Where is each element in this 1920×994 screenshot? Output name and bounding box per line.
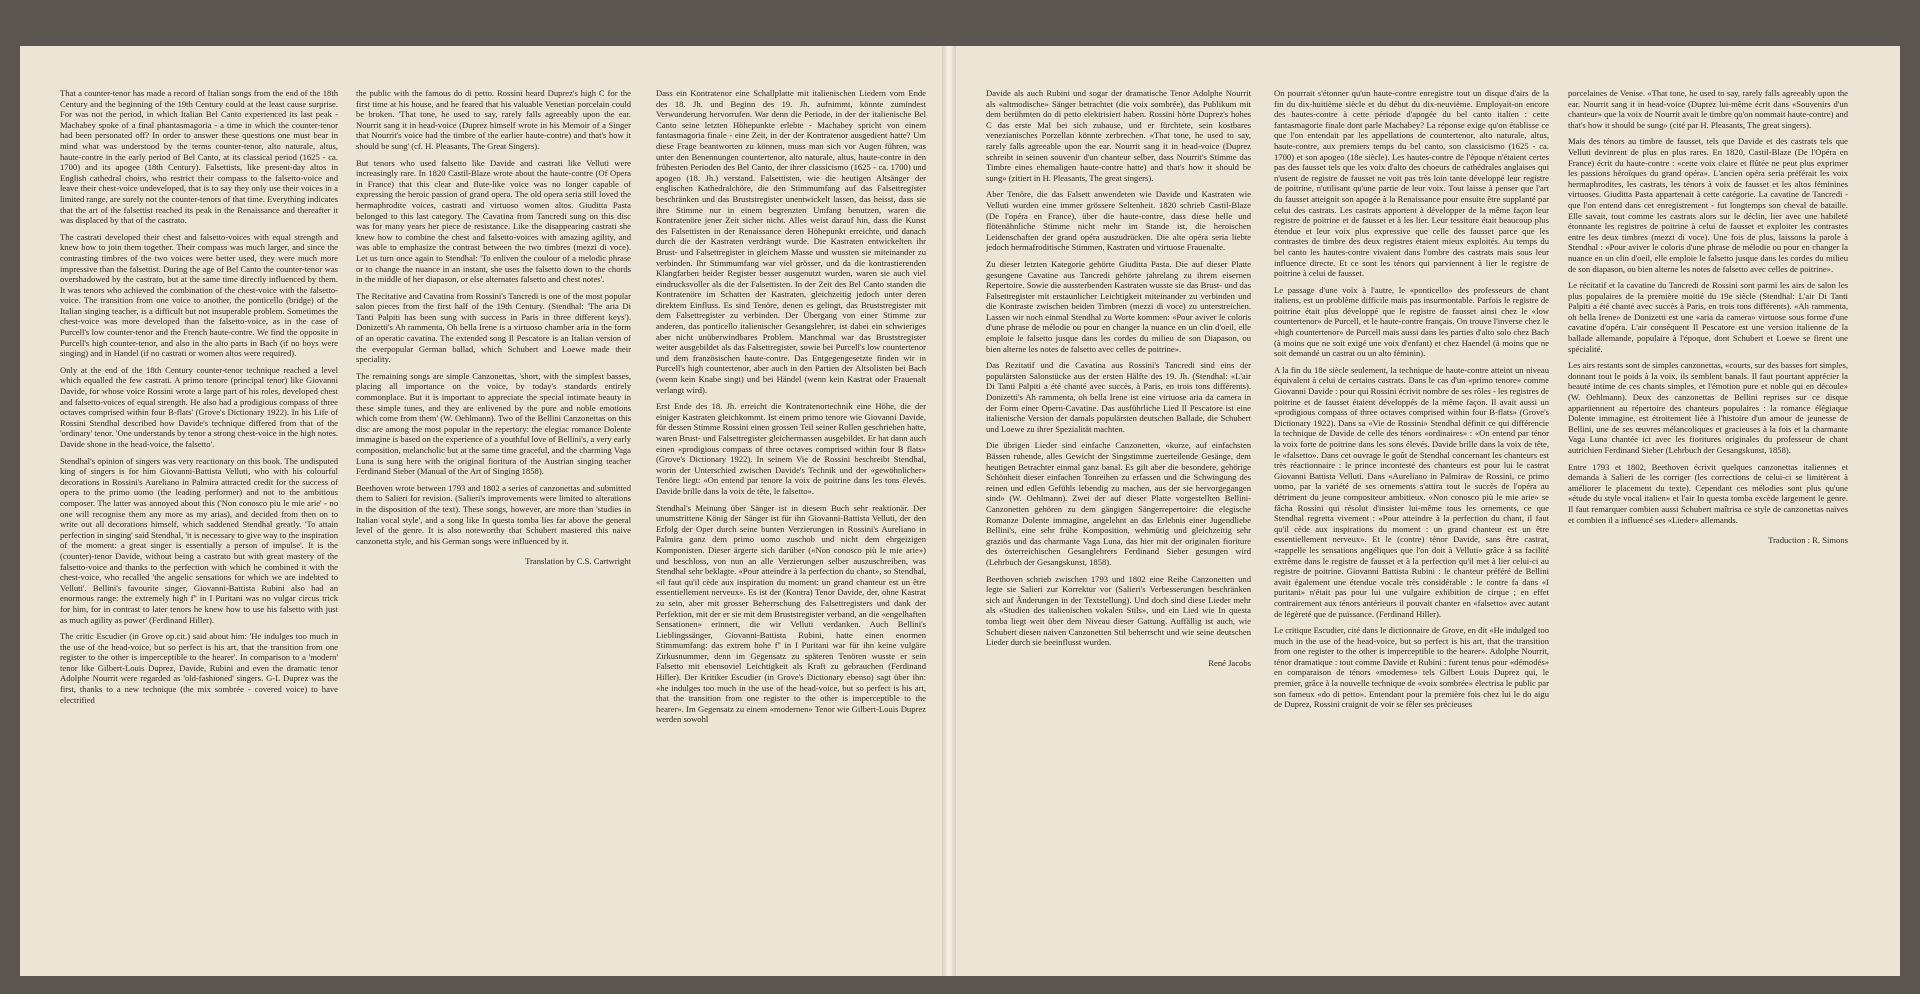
- paragraph: Beethoven schrieb zwischen 1793 und 1802 eine Reihe Canzonetten und legte sie Salieri zur Korrektur vor (Salieri's Verbesserungen beschränken sich auf Änderungen in der Textstellung). Und doch sind diese Lieder mehr als «Studien des italienischen vokalen Stils», und ein Lied wie In questa tomba liegt weit über dem Niveau dieser Gattung. Auffällig ist auch, wie Schubert diesen naiven Canzonetten Stil beherrscht und wie seine deutschen Lieder durch sie beeinflusst wurden.: [986, 573, 1251, 648]
- paragraph: porcelaines de Venise. «That tone, he used to say, rarely falls agreeably upon the ear. Nourrit sang it in head-voice (Duprez lui-même écrit dans «Souvenirs d'un chanteur» que la voix de Nourrit avait le timbre qu'on nommait haute-contre) and that's how it should be sung» (cité par H. Pleasants, The great singers).: [1568, 88, 1848, 130]
- paragraph: Erst Ende des 18. Jh. erreicht die Kontratenortechnik eine Höhe, die der einiger Kastraten gleichkommt. Ist einem primo tenore wie Giovanni Davide, für dessen Stimme Rossini einen grossen Teil seiner Rollen geschrieben hatte, waren Brust- und Falsettregister gleichermassen ausgebildet. Er hat dann auch einen «prodigious compass of three octaves comprised within four B flats» (Grove's Dictionary 1922). In seinem Vie de Rossini beschreibt Stendhal, worin der Unterschied zwischen Davide's Technik und der «gewöhnlicher» Tenöre liegt: «On entend par tenore la voix de poitrine dans les tons élevés. Davide brille dans la voix de tête, le falsetto».: [656, 401, 926, 496]
- paragraph: Aber Tenöre, die das Falsett anwendeten wie Davide und Kastraten wie Velluti wurden eine immer grössere Seltenheit. 1820 schrieb Castil-Blaze (De l'opéra en France), über die haute-contre, dass diese helle und flötenähnliche Stimme nicht mehr im Stande ist, die heroischen Leidenschaften der grand opéra auszudrücken. Die alte opéra seria liebte jedoch hermafroditische Stimmen, Kastraten und virtuose Frauenalte.: [986, 189, 1251, 253]
- left-page: [20, 46, 942, 976]
- paragraph: The Recitative and Cavatina from Rossini's Tancredi is one of the most popular salon pieces from the first half of the 19th Century. (Stendhal: 'The aria Di Tanti Palpiti has been sung with success in Paris in three different keys'). Donizetti's Ah rammenta, Oh bella Irene is a virtuoso chamber aria in the form of an operatic cavatina. The extended song Il Pescatore is an Italian version of the everpopular German ballad, which Schubert and Loewe made their speciality.: [356, 290, 631, 365]
- paragraph: Les airs restants sont de simples canzonettas, «courts, sur des basses fort simples, donnant tout le poids à la voix, ils semblent banals. Il faut pourtant apprécier la beauté intime de ces chants simples, et l'émotion pure et noble qui en découle» (W. Oehlmann). Deux des canzonettas de Bellini reprises sur ce disque appartiennent au répertoire des chanteurs populaires : la romance élégiaque Dolente immagine, est étroitement liée à l'histoire d'un amour de jeunesse de Bellini, une de ses œuvres mélancoliques et gracieuses à la fois et la charmante Vaga Luna chantée ici avec les fioritures originales du professeur de chant autrichien Ferdinand Sieber (Lehrbuch der Gesangskunst, 1858).: [1568, 360, 1848, 455]
- french-notes-column-1: [1274, 88, 1549, 918]
- paragraph: Le récitatif et la cavatine du Tancredi de Rossini sont parmi les airs de salon les plus populaires de la première moitié du 19e siècle (Stendhal: L'air Di Tanti Palpiti a été chanté avec succès à Paris, en trois tons différents). «Ah rammenta, oh bella Irene» de Donizetti est une «aria da camera» virtuose sous forme d'une cavatine d'opéra. L'air conséquent Il Pescatore est une version italienne de la ballade allemande, populaire à l'époque, dont Schubert et Loewe se firent une spécialité.: [1568, 280, 1848, 354]
- paragraph: Zu dieser letzten Kategorie gehörte Giuditta Pasta. Die auf dieser Platte gesungene Cavatine aus Tancredi gehörte jahrelang zu ihrem eisernen Repertoire. Sowie die aussterbenden Kastraten wusste sie das Brust- und das Falsettregister mit erstaunlicher Leichtigkeit miteinander zu verbinden und die Kontraste zwischen beiden Timbren (mezzi di voce) zu unterstreichen. Lassen wir noch einmal Stendhal zu Worte kommen: «Pour aviver le coloris d'une phrase de mélodie ou pour en changer la nuance en un clin d'oeil, elle emploie le falsetto jusque dans les cordes du milieu de son Diapason, ou bien alterne les notes de falsetto avec celles de poitrine».: [986, 258, 1251, 354]
- paragraph: Mais des ténors au timbre de fausset, tels que Davide et des castrats tels que Velluti devinrent de plus en plus rares. En 1820, Castil-Blaze (De l'Opéra en France) écrit du haute-contre : «cette voix claire et flûtée ne peut plus exprimer les passions héroïques du grand opéra». L'ancien opéra seria préférait les voix hermaphrodites, les castrats, les ténors à voix de fausset et les altos féminines virtuoses. Giuditta Pasta appartenait à cette catégorie. La cavatine de Tancredi - que l'on entend dans cet enregistrement - fut longtemps son cheval de bataille. Elle savait, tout comme les castrats alors sur le déclin, lier avec une habileté étonnante les registres de poitrine à celui de fausset et exploiter les contrastes entre les deux timbres (mezzi di voce). Une fois de plus, laissons la parole à Stendhal : «Pour aviver le coloris d'une phrase de mélodie ou pour en changer la nuance en un clin d'oeil, elle emploie le falsetto jusque dans les cordes du milieu de son diapason, ou bien alterne les notes de falsetto avec celles de poitrine».: [1568, 136, 1848, 274]
- paragraph: A la fin du 18e siècle seulement, la technique de haute-contre atteint un niveau équivalent à celui de certains castrats. Dans le cas d'un «primo tenore» comme Giovanni Davide : pour qui Rossini écrivit nombre de ses rôles - les registres de poitrine et de fausset étaient développés de la même façon. Il avait aussi un «prodigious compass of three octaves comprised within four B-flats» (Grove's Dictionary 1922). Dans sa «Vie de Rossini» Stendhal définit ce qui différencie la technique de Davide de celle des ténors «ordinaires» : «On entend par ténor la voix forte de poitrine dans les sons élevés. Davide brille dans la voix de tête, le «falsetto». Dans cet ouvrage le goût de Stendhal concernant les chanteurs est très réactionnaire : le prince incontesté des chanteurs est pour lui le castrat Giovanni Battista Velluti. Dans «Aureliano in Palmira» de Rossini, ce primo uomo, par la variété de ses ornements s'attira tout le succès de l'opéra au détriment du jeune compositeur ambitieux. «Non conosco più le mie arie» se fâcha Rossini qui résolut d'insister lui-même tous les ornements, ce que Stendhal regretta vivement : «Pour atteindre à la perfection du chant, il faut qu'il cède aux inspirations du moment : un grand chanteur est un être essentiellement nerveux». Et le (contre) ténor Davide, sans être castrat, «rappelle les sensations angéliques que l'on doit à Velluti» grâce à sa facilité extrême dans le registre de fausset et à la perfection qu'il met à lier celui-ci au registre de poitrine. Giovanni Battista Rubini : le chanteur préféré de Bellini avait également une étendue vocale très considérable : le contre fa dans «I puritani» n'était pas pour lui une vulgaire exhibition de cirque ; en effet contrairement aux ténors antérieurs il pouvait chanter en «falsetto» avec autant de légèreté que de puissance. (Ferdinand Hiller).: [1274, 364, 1549, 619]
- album-gatefold: [20, 46, 1900, 976]
- translation-credit: Translation by C.S. Cartwright: [525, 556, 631, 567]
- paragraph: Davide als auch Rubini und sogar der dramatische Tenor Adolphe Nourrit als «altmodische» Sänger betrachtet (die voix sombrée), das Publikum mit dem berühmten do di petto elektrisiert haben. Rossini hörte Duprez's hohes C das erste Mal bei sich zuhause, und er fürchtete, sein kostbares venezianisches Porzellan könnte zerbrechen. «That tone, he used to say, rarely falls agreeable upon the ear. Nourrit sang it in head-voice (Duprez schreibt in seinen souvenir d'un chanteur selber, dass Nourrit's Stimme das Timbre eines ehemaligen haute-contre hatte) and that's how it should be sung» (zitiert in H. Pleasants, The great singers).: [986, 88, 1251, 183]
- paragraph: Dass ein Kontratenor eine Schallplatte mit italienischen Liedern vom Ende des 18. Jh. und Beginn des 19. Jh. aufnimmt, könnte zumindest Verwunderung hervorrufen. War denn die Periode, in der der italienische Bel Canto seine letzten Höhepunkte erlebte - Machabey spricht von einem fantasmagoria finale - eine Zeit, in der der Kontratenor ausgedient hatte? Um diese Frage beantworten zu können, muss man sich vor Augen führen, was unter den Benennungen countertenor, alto naturale, altus, haute-contre in den frühesten Perioden des Bel Canto, der ihrer classicismo (1625 - ca. 1700) und apogeo (18. Jh.) verstand. Falsettisten, wie die heutigen Altsänger der englischen Kathedralchöre, die den Stimmumfang auf das Falsettregister beschränken und das Bruststregister unentwickelt lassen, das heisst, dass sie ihre Stimme nur in einem begrenzten Umfang benutzen, waren die Kontratenöre jener Zeit sicher nicht. Alles weist darauf hin, dass die Kunst des Falsettisten in der Renaissance deren Höhepunkt erreichte, und danach durch die der Kastraten verdrängt wurde. Die Kastraten entwickelten ihr Brust- und Falsettregister in gleichem Masse und wussten sie miteinander zu verbinden. Ihr Stimmumfang war viel grösser, und da die kontrastierenden Klangfarben beider Register besser ausgenutzt wurden, waren sie auch viel eindrucksvoller als die der Falsettisten. In der Zeit des Bel Canto standen die Kontratenöre im Schatten der Kastraten, gleichzeitig jedoch unter deren direktem Einfluss. Es sind Tenöre, denen es gelingt, das Bruststregister mit dem Falsettregister zu verbinden. Der Übergang von einer Stimme zur anderen, das ponticello italienischer Gesangslehrer, ist dabei ein schwieriges aber nicht unüberwindbares Problem. Manchmal war das Bruststregister weiter ausgebildet als das Falsettregister, sowie bei Purcell's low countertenor und dem französischen haute-contre. Das Entgegengesetzte finden wir in Purcell's high countertenor, aber auch in den Partien der Altsolisten bei Bach (wenn kein Knabe singt) und bei Händel (wenn kein Kastrat oder Frauenalt verlangt wird).: [656, 88, 926, 395]
- right-page: [956, 46, 1900, 976]
- paragraph: Das Rezitatif und die Cavatina aus Rossini's Tancredi sind eins der populärsten Salonstücke aus der ersten Hälfte des 19. Jh. (Stendhal: «L'air Di Tanti Palpiti a été chanté avec succès, à Paris, en trois tons différents). Donizetti's Ah rammenta, oh bella Irene ist eine virtuose aria da camera in der Form einer Opern-Cavatine. Das ausführliche Lied Il Pescatore ist eine italienische Version der damals populärsten deutschen Ballade, die Schubert und Loewe zu ihrer Spezialität machten.: [986, 360, 1251, 434]
- paragraph: Le passage d'une voix à l'autre, le «ponticello» des professeurs de chant italiens, est un problème difficile mais pas insurmontable. Parfois le registre de poitrine était plus développé que le registre de fausset ainsi chez le «low countertenor» de Purcell, et le haute-contre français. On trouve l'inverse chez le «high countertenor» de Purcell mais aussi dans les parties d'alto solo chez Bach (à moins que ne soit exigé une voix d'enfant) et chez Haendel (à moins que ne soit demandé un castrat ou un alto féminin).: [1274, 284, 1549, 359]
- paragraph: Entre 1793 et 1802, Beethoven écrivit quelques canzonettas italiennes et demanda à Salieri de les corriger (les corrections de celui-ci se limitèrent à améliorer le placement du texte). Cependant ces mélodies sont plus qu'une «étude du style vocal italien» et l'air In questa tomba excède largement le genre. Il faut remarquer combien aussi Schubert maîtrisa ce style de canzonettas naïves et combien il a influencé ses «Lieder» allemands.: [1568, 461, 1848, 525]
- translation-credit-french: Traduction : R. Simons: [1768, 535, 1848, 546]
- author-credit: René Jacobs: [1208, 657, 1251, 668]
- paragraph: Beethoven wrote between 1793 and 1802 a series of canzonettas and submitted them to Salieri for revision. (Salieri's improvements were limited to alterations in the disposition of the text). These songs, however, are more than 'studies in Italian vocal style', and a song like In questa tomba lies far above the general level of the genre. It is also noteworthy that Schubert mastered this naive canzonetta style, and his German songs were influenced by it.: [356, 482, 631, 546]
- german-notes-column-1: [656, 88, 926, 918]
- paragraph: But tenors who used falsetto like Davide and castrati like Velluti were increasingly rare. In 1820 Castil-Blaze wrote about the haute-contre (Of Opera in France) that this clear and flute-like voice was no longer capable of expressing the heroic passion of grand opera. The old opera seria still loved the hermaphrodite voices, castrati and virtuoso women altos. Giuditta Pasta belonged to this last category. The Cavatina from Tancredi sung on this disc was for many years her piece de resistance. Like the disappearing castrati she knew how to combine the chest and falsetto-voices with amazing agility, and was able to emphasize the contrast between the two timbres (mezzi di voce). Let us turn once again to Stendhal: 'To enliven the coulour of a melodic phrase or to change the nuance in an instant, she uses the falsetto down to the chords in the middle of her diapason, or else alternates falsetto and chest notes'.: [356, 157, 631, 285]
- paragraph: Stendhal's Meinung über Sänger ist in diesem Buch sehr reaktionär. Der unumstrittene König der Sänger ist für ihn Giovanni-Battista Velluti, der den Erfolg der Oper durch seine bunten Verzierungen in Rossini's Aureliano in Palmira ganz dem primo uomo zuschob und nicht dem ehrgeizigen Komponisten. Dieser ärgerte sich darüber («Non conosco più le mie arie») und beschloss, von nun an alle Verzierungen selber auszuschreiben, was Stendhal sehr beklagte. «Pour atteindre à la perfection du chant», so Stendhal, «il faut qu'il cède aux inspiration du moment: un grand chanteur est un être essentiellement nerveux». Es ist der (Kontra) Tenor Davide, der, ohne Kastrat zu sein, aber mit grosser Beherrschung des Falsettregisters und dank der Perfektion, mit der er sie mit dem Bruststregister verband, an die «engelhaften Sensationen» erinnert, die wir Velluti verdanken. Auch Bellini's Lieblingssänger, Giovanni-Battista Rubini, hatte einen enormen Stimmumfang: das extrem hohe f'' in I Puritani war für ihn keine vulgäre Zirkusnummer, denn im Gegensatz zu späteren Tenören wusste er sein Falsetto mit ebensoviel Leichtigkeit als Kraft zu gebrauchen (Ferdinand Hiller). Der Kritiker Escudier (in Grove's Dictionary ebenso) sagt über ihn: «he indulges too much in the use of the head-voice, but so perfect is his art, that the transition from one register to the other is imperceptible to the hearer». Im Gegensatz zu einem «modernen» Tenor wie Gilbert-Louis Duprez werden sowohl: [656, 502, 926, 725]
- paragraph: Die übrigen Lieder sind einfache Canzonetten, «kurze, auf einfachsten Bässen ruhende, alles Gewicht der Singstimme zuerteilende Gesänge, dem heutigen Betrachter einmal ganz banal. Es gilt aber die besondere, gehörige Schönheit dieser einfachen Tonreihen zu erfassen und die Schwingung des reinen und edlen Gefühls lebendig zu machen, aus der sie hervorgegangen sind» (W. Oehlmann). Zwei der auf dieser Platte vorgestellten Bellini-Canzonetten gehören zu dem gängigen Sängerrepertoire: die elegische Romanze Dolente immagine, angelehnt an das Erlebnis einer Jugendliebe Bellini's, eine sehr frühe Komposition, wehmütig und gleichzeitig sehr graziös und das charmante Vaga Luna, das hier mit der originalen fioriture des österreichischen Gesanglehrers Ferdinand Sieber gesungen wird (Lehrbuch der Gesangskunst, 1858).: [986, 440, 1251, 567]
- paragraph: The castrati developed their chest and falsetto-voices with equal strength and knew how to join them together. Their compass was much larger, and since the contrasting timbres of the two voices were better used, they were much more impressive than the falsettist. During the age of Bel Canto the counter-tenor was overshadowed by the castrato, but at the same time directly influenced by them. It was tenors who achieved the combination of the chest-voice with the falsetto-voice. The transition from one voice to another, the ponticello (bridge) of the Italian singing teacher, is a difficult but not insuperable problem. Sometimes the chest-voice was more developed than the falsetto-voice, as in the case of Purcell's low counter-tenor and the French haute-contre. We find the opposite in Purcell's high counter-tenor, and also in the alto parts in Bach (if no boys were singing) and in Handel (if no castrati or women altos were required).: [60, 231, 338, 359]
- paragraph: Le critique Escudier, cité dans le dictionnaire de Grove, en dit «He indulged too much in the use of the head-voice, but so perfect is his art, that the transition from one register to the other is imperceptible to the hearer». Adolphe Nourrit, ténor dramatique : tout comme Davide et Rubini : furent tenus pour «démodés» en comparaison de ténors «modernes» tels Gilbert Louis Duprez qui, le premier, grâce à la nouvelle technique de «voix sombrée» électrisa le public par son fameux «do di petto». Entendant pour la première fois chez lui le do aigu de Duprez, Rossini craignit de voir se fêler ses précieuses: [1274, 625, 1549, 710]
- gatefold-spine: [942, 46, 956, 976]
- french-notes-column-2: [1568, 88, 1848, 918]
- english-notes-column-2: [356, 88, 631, 928]
- german-notes-column-2: [986, 88, 1251, 908]
- paragraph: Only at the end of the 18th Century counter-tenor technique reached a level which equalled the few castrati. A primo tenore (principal tenor) like Giovanni Davide, for whose voice Rossini wrote a large part of his roles, developed chest and falsetto-voices of equal strength. He also had a prodigious compass of three octaves comprised within four B-flats' (Grove's Dictionary 1922). In his Life of Rossini Stendhal described how Davide's technique differed from that of the 'ordinary' tenor. 'One understands by tenor a strong chest-voice in the high notes. Davide shone in the head-voice, the falsetto'.: [60, 364, 338, 449]
- english-notes-column-1: [60, 88, 338, 928]
- paragraph: Stendhal's opinion of singers was very reactionary on this book. The undisputed king of singers is for him Giovanni-Battista Velluti, who with his colourful decorations in Rossini's Aureliano in Palmira attracted credit for the success of opera to the primo uomo (the leading performer) and not to the ambitious composer. The latter was annoyed about this ('Non conosco piu le mie arie' - no one will recognise them any more as my arias), and decided from then on to write out all decorations himself, which saddened Stendhal greatly. 'To attain perfection in singing' said Stendhal, 'it is necessary to give way to the inspiration of the moment: a great singer is essentially a person of impulse'. It is the (counter)-tenor Davide, without being a castrato but with great mastery of the falsetto-voice and thanks to the perfection with which he combined it with the chest-voice, who recalled 'the angelic sensations for which we are indebted to Velluti'. Bellini's favourite singer, Giovanni-Battista Rubini also had an enormous range: the extremely high f'' in I Puritani was no vulgar circus trick for him, for in contrast to later tenors he knew how to use his falsetto with just as much agility as power' (Ferdinand Hiller).: [60, 455, 338, 625]
- paragraph: The remaining songs are simple Canzonettas, 'short, with the simplest basses, placing all importance on the voice, by today's standards entirely commonplace. But it is important to appreciate the special intimate beauty in these simple tunes, and they are enlivened by the pure and noble emotions which come from them' (W. Oehlmann). Two of the Bellini Canzonettas on this disc are among the most popular in the repertory: the elegiac romance Dolente immagine is based on the experience of a youthful love of Bellini's, a very early composition, melancholic but at the same time graceful, and the charming Vaga Luna is sung here with the original fioritura of the Austrian singing teacher Ferdinand Sieber (Manual of the Art of Singing 1858).: [356, 370, 631, 477]
- paragraph: That a counter-tenor has made a record of Italian songs from the end of the 18th Century and the beginning of the 19th Century could at the least cause surprise. For was not the period, in which Italian Bel Canto experienced its last peak - Machabey spoke of a final phantasmagoria - a time in which the counter-tenor had been personated off? In order to answer these questions one must bear in mind what was understood by the terms counter-tenor, alto naturale, altus, haute-contre in the early period of Bel Canto, at its classical period (1625 - ca. 1700) and its apogee (18th Century). Falsettists, like present-day altos in English cathedral choirs, who restrict their compass to the falsetto-voice and leave their chest-voice undeveloped, that is to say they only use their voices in a limited range, are surely not the counter-tenors of that time. Everything indicates that the art of the falsettist reached its peak in the Renaissance and thereafter it was displaced by that of the castrato.: [60, 88, 338, 226]
- paragraph: On pourrait s'étonner qu'un haute-contre enregistre tout un disque d'airs de la fin du dix-huitième siècle et du début du dix-neuvième. Employait-on encore des hautes-contre à cette période d'apogée du bel canto italien : cette fantasmagorie finale dont parle Machabey? La réponse exige qu'on établisse ce que l'on entendait par les appellations de countertenor, alto naturale, altus, haute-contre, aux premiers temps du bel canto, son classicismo (1625 - ca. 1700) et son apogeo (18e siècle). Les hautes-contre de l'époque n'étaient certes pas des fausset tels que les voix d'alto des choeurs de cathédrales anglaises qui n'usent de registre de fausset ne voit pas très loin tante développé leur registre de poitrine, n'utilisant qu'une partie de leur voix. Tout laisse à penser que l'art du fausset atteignit son apogée à la Renaissance pour ensuite être supplanté par celui des castrats. Les castrats apportent à développer de la même façon leur registre de poitrine et de fausset et à les lier. Leur tessiture était beaucoup plus étendue et leur voix plus expressive que celle des fausset parce que les contrastes de timbre des deux registres étaient mieux exploités. Au temps du bel canto les hautes-contre vivaient dans l'ombre des castrats mais sous leur influence directe. Et ce sont les ténors qui parviennent à lier le registre de poitrine à celui de fausset.: [1274, 88, 1549, 279]
- paragraph: the public with the famous do di petto. Rossini heard Duprez's high C for the first time at his house, and he feared that his valuable Venetian porcelain could be broken. 'That tone, he used to say, rarely falls agreeably upon the ear. Nourrit sang it in head-voice (Duprez himself wrote in his Memoir of a Singer that Nourrit's voice had the timbre of the earlier haute-contre) and that's how it should be sung' (cf. H. Pleasants, The Great Singers).: [356, 88, 631, 151]
- paragraph: The critic Escudier (in Grove op.cit.) said about him: 'He indulges too much in the use of the head-voice, but so perfect is his art, that the transition from one register to the other is imperceptible to the hearer'. In comparison to a 'modern' tenor like Gilbert-Louis Duprez, Davide, Rubini and even the dramatic tenor Adolphe Nourrit were regarded as 'old-fashioned' singers. G-L Duprez was the first, thanks to a new technique (the mix sombrée - covered voice) to have electrified: [60, 631, 338, 705]
